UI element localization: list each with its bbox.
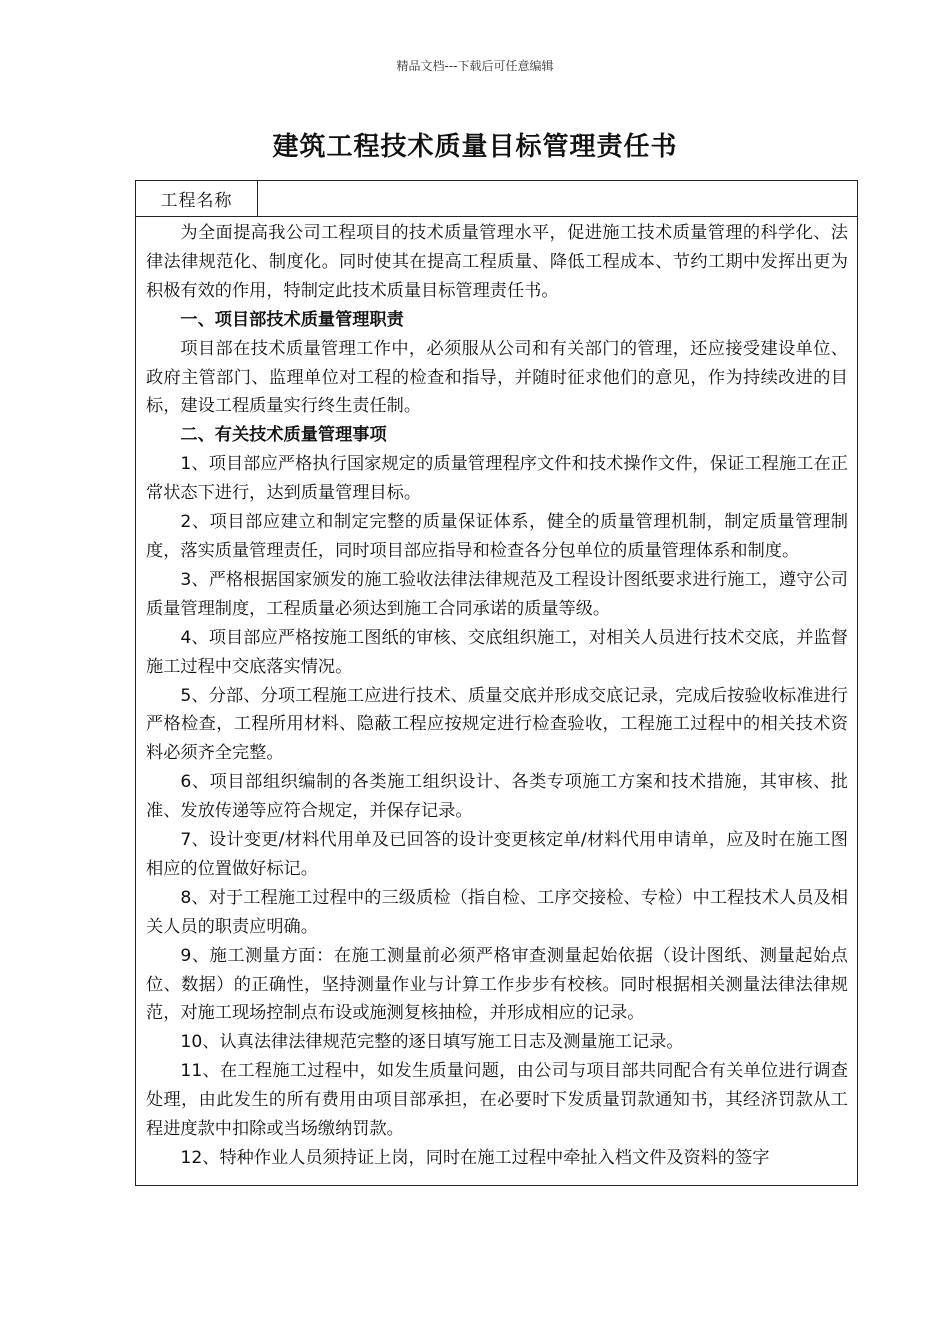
responsibility-body [136,217,857,1187]
intro-paragraph: 为全面提高我公司工程项目的技术质量管理水平，促进施工技术质量管理的科学化、法律法律规范化、制度化。同时使其在提高工程质量、降低工程成本、节约工期中发挥出更为积极有效的作用，特制定此技术质量目标管理责任书。 [146,223,848,301]
clause-paragraph: 1、项目部应严格执行国家规定的质量管理程序文件和技术操作文件，保证工程施工在正常状态下进行，达到质量管理目标。 [146,454,848,504]
project-name-row [136,181,857,217]
clause-paragraph: 11、在工程施工过程中，如发生质量问题，由公司与项目部共同配合有关单位进行调查处理，由此发生的所有费用由项目部承担，在必要时下发质量罚款通知书，其经济罚款从工程进度款中扣除或当场缴纳罚款。 [146,1061,848,1140]
project-name-value[interactable] [258,181,857,216]
section-heading: 二、有关技术质量管理事项 [180,425,387,446]
section-heading: 一、项目部技术质量管理职责 [180,309,404,330]
clause-paragraph: 8、对于工程施工过程中的三级质检（指自检、工序交接检、专检）中工程技术人员及相关人员的职责应明确。 [146,887,848,937]
clause-paragraph: 12、特种作业人员须持证上岗，同时在施工过程中牵扯入档文件及资料的签字 [180,1148,770,1168]
clause-paragraph: 6、项目部组织编制的各类施工组织设计、各类专项施工方案和技术措施，其审核、批准、发放传递等应符合规定，并保存记录。 [146,772,848,822]
clause-paragraph: 5、分部、分项工程施工应进行技术、质量交底并形成交底记录，完成后按验收标准进行严格检查，工程所用材料、隐蔽工程应按规定进行检查验收，工程施工过程中的相关技术资料必须齐全完整。 [146,685,848,764]
clause-paragraph: 4、项目部应严格按施工图纸的审核、交底组织施工，对相关人员进行技术交底，并监督施工过程中交底落实情况。 [146,627,848,677]
clause-paragraph: 3、严格根据国家颁发的施工验收法律法律规范及工程设计图纸要求进行施工，遵守公司质量管理制度，工程质量必须达到施工合同承诺的质量等级。 [146,569,848,619]
document-title: 建筑工程技术质量目标管理责任书 [272,132,678,162]
clause-paragraph: 7、设计变更/材料代用单及已回答的设计变更核定单/材料代用申请单，应及时在施工图相应的位置做好标记。 [146,830,848,879]
project-name-label: 工程名称 [136,181,258,216]
responsibility-table [135,180,858,1186]
body-paragraph: 项目部在技术质量管理工作中，必须服从公司和有关部门的管理，还应接受建设单位、政府主管部门、监理单位对工程的检查和指导，并随时征求他们的意见，作为持续改进的目标，建设工程质量实行终生责任制。 [146,338,848,417]
clause-paragraph: 9、施工测量方面：在施工测量前必须严格审查测量起始依据（设计图纸、测量起始点位、数据）的正确性，坚持测量作业与计算工作步步有校核。同时根据相关测量法律法律规范，对施工现场控制点布设或施测复核抽检，并形成相应的记录。 [146,945,848,1024]
clause-paragraph: 2、项目部应建立和制定完整的质量保证体系，健全的质量管理机制，制定质量管理制度，落实质量管理责任，同时项目部应指导和检查各分包单位的质量管理体系和制度。 [146,512,848,561]
header-note: 精品文档---下载后可任意编辑 [396,59,554,73]
clause-paragraph: 10、认真法律法律规范完整的逐日填写施工日志及测量施工记录。 [180,1032,684,1053]
